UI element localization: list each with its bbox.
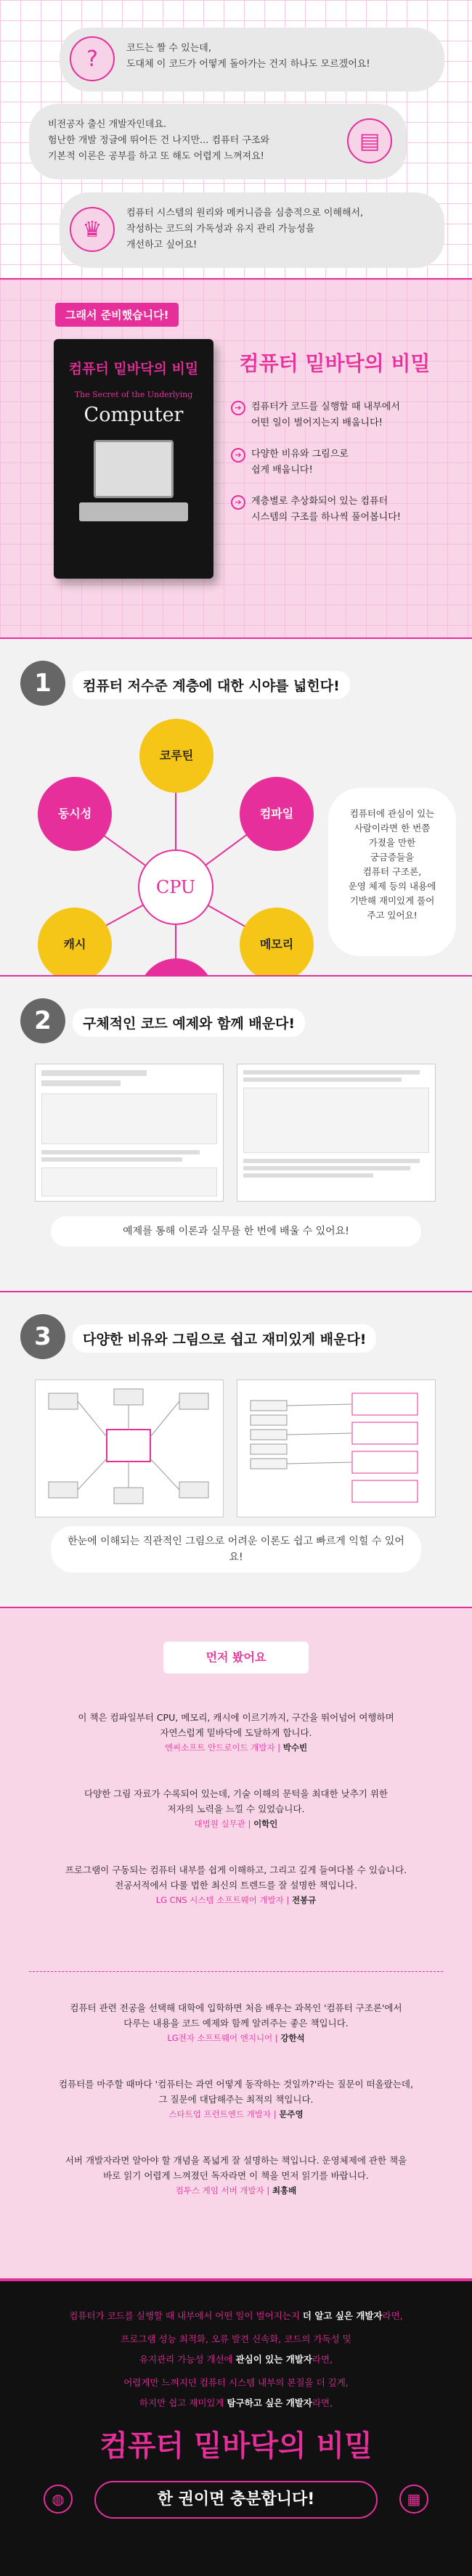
- concern-bubble-1: [60, 28, 444, 91]
- code-example-image-2: [237, 1064, 436, 1202]
- point-1-section: [0, 637, 472, 975]
- reading-person-icon: ▤: [347, 118, 392, 163]
- reviewer: 엔씨소프트 안드로이드 개발자 | 박수빈: [164, 1743, 308, 1753]
- reviewer-name: 문주영: [279, 2109, 304, 2119]
- point-1-bubble: 컴퓨터에 관심이 있는 사람이라면 한 번쯤 가졌을 만한 궁금증들을 컴퓨터 구조론, 운영 체제 등의 내용에 기반해 재미있게 풀어 주고 있어요!: [328, 788, 456, 956]
- review-item: [44, 2153, 428, 2198]
- computer-illustration: [94, 440, 174, 498]
- footer-pill: 한 권이면 충분합니다!: [94, 2481, 378, 2519]
- concern-text: 컴퓨터 시스템의 원리와 메커니즘을 심층적으로 이해해서, 작성하는 코드의 가독성과 유지 관리 가능성을 개선하고 싶어요!: [126, 208, 364, 250]
- reviewer-name: 박수빈: [282, 1743, 308, 1753]
- concern-text: 비전공자 출신 개발자인데요. 험난한 개발 정글에 뛰어든 건 나지만... 컴퓨터 구조와 기본적 이론은 공부를 하고 또 해도 어렵게 느껴져요!: [48, 119, 270, 162]
- concerns-section: [0, 0, 472, 280]
- diagram-image-1: [35, 1379, 224, 1517]
- review-item: [44, 1786, 428, 1832]
- review-item: [44, 2076, 428, 2122]
- reviewer-role: LG전자 소프트웨어 엔지니어: [167, 2033, 273, 2043]
- footer-book-title: 컴퓨터 밑바닥의 비밀: [99, 2429, 373, 2463]
- concern-bubble-3: [60, 192, 444, 268]
- footer-text: 어렵게만 느껴지던 컴퓨터 시스템 내부의 본질을 더 깊게,: [123, 2377, 349, 2388]
- point-3-section: [0, 1291, 472, 1607]
- footer-text: 하지만 쉽고 재미있게: [139, 2397, 227, 2408]
- cpu-diagram-illustration: [41, 1386, 216, 1509]
- footer-highlight: 더 알고 싶은 개발자: [302, 2310, 383, 2321]
- confused-person-icon: ?: [70, 36, 115, 81]
- chip-icon: ▦: [399, 2485, 428, 2514]
- point-title: 구체적인 코드 예제와 함께 배운다!: [73, 1008, 305, 1037]
- point-title: 컴퓨터 저수준 계층에 대한 시야를 넓힌다!: [73, 671, 350, 699]
- point-2-section: [0, 975, 472, 1291]
- footer-line: [22, 2373, 450, 2393]
- book-cover: [54, 339, 213, 579]
- footer-highlight: 관심이 있는 개발자: [235, 2354, 312, 2365]
- review-text: 다양한 그림 자료가 수록되어 있는데, 기술 이해의 문턱을 최대한 낮추기 위한 저자의 노력을 느낄 수 있었습니다.: [84, 1788, 388, 1814]
- reviewer: LG CNS 시스템 소프트웨어 개발자 | 전봉규: [155, 1895, 317, 1905]
- reviewer: 컴투스 게임 서버 개발자 | 최홍배: [175, 2185, 297, 2196]
- feature-text: 다양한 비유와 그림으로 쉽게 배웁니다!: [251, 449, 349, 476]
- point-3-bubble: 한눈에 이해되는 직관적인 그림으로 어려운 이론도 쉽고 빠르게 익힐 수 있어요!: [51, 1526, 421, 1573]
- arrow-right-icon: ➔: [231, 401, 245, 415]
- feature-item: [231, 494, 449, 526]
- memory-diagram-illustration: [243, 1386, 429, 1509]
- footer-text: 프로그램 성능 최적화, 오류 발견 신속화, 코드의 가독성 및: [121, 2334, 351, 2344]
- reviewer: 스타트업 프런트엔드 개발자 | 문주영: [168, 2109, 304, 2119]
- reviewer-role: 엔씨소프트 안드로이드 개발자: [164, 1743, 275, 1753]
- point-number: 3: [20, 1314, 65, 1359]
- book-title-en-small: The Secret of the Underlying: [74, 390, 193, 399]
- cpu-center-node: CPU: [138, 849, 213, 925]
- footer-text: 라면,: [312, 2397, 333, 2408]
- diagram-image-2: [237, 1379, 436, 1517]
- arrow-right-icon: ➔: [231, 448, 245, 462]
- footer-text: 라면,: [382, 2310, 403, 2321]
- reviewer: LG전자 소프트웨어 엔지니어 | 강한석: [167, 2033, 305, 2043]
- topic-node: 메모리: [240, 908, 314, 982]
- globe-icon: ◍: [44, 2485, 73, 2514]
- footer-highlight: 탐구하고 싶은 개발자: [227, 2397, 312, 2408]
- feature-item: [231, 447, 449, 478]
- footer-text: 유지관리 가능성 개선에: [139, 2354, 236, 2365]
- arrow-right-icon: ➔: [231, 495, 245, 510]
- review-item: [44, 1710, 428, 1756]
- reviewer-name: 이학인: [253, 1819, 278, 1829]
- trophy-icon: ♛: [70, 207, 115, 252]
- point-title: 다양한 비유와 그림으로 쉽고 재미있게 배운다!: [73, 1324, 376, 1353]
- keyboard-illustration: [79, 502, 188, 521]
- reviewer-role: LG CNS 시스템 소프트웨어 개발자: [155, 1895, 284, 1905]
- reviewer-name: 최홍배: [272, 2185, 297, 2196]
- book-title-en-main: Computer: [84, 404, 184, 426]
- intro-tag: 그래서 준비했습니다!: [55, 303, 179, 327]
- review-text: 컴퓨터를 마주할 때마다 '컴퓨터는 과연 어떻게 동작하는 것일까?'라는 질문이 떠올랐는데, 그 질문에 대답해주는 최적의 책입니다.: [59, 2079, 413, 2105]
- reviews-tag: 먼저 봤어요: [163, 1642, 309, 1674]
- review-text: 서버 개발자라면 알아야 할 개념을 폭넓게 잘 설명하는 책입니다. 운영체제에 관한 책을 바로 읽기 어렵게 느껴졌던 독자라면 이 책을 먼저 읽기를 바랍니다.: [65, 2155, 407, 2181]
- reviews-section: [0, 1607, 472, 2278]
- review-item: [44, 2000, 428, 2046]
- feature-item: [231, 399, 449, 431]
- review-text: 프로그램이 구동되는 컴퓨터 내부를 쉽게 이해하고, 그리고 깊게 들여다볼 수 있습니다. 전공서적에서 다룰 법한 최신의 트렌드를 잘 설명한 책입니다.: [65, 1864, 407, 1891]
- feature-text: 계층별로 추상화되어 있는 컴퓨터 시스템의 구조를 하나씩 풀어봅니다!: [251, 496, 401, 523]
- point-number: 2: [20, 998, 65, 1043]
- topic-node: 컴파일: [240, 777, 314, 851]
- reviewer-name: 강한석: [280, 2033, 305, 2043]
- reviewer-role: 스타트업 프런트엔드 개발자: [168, 2109, 272, 2119]
- review-text: 이 책은 컴파일부터 CPU, 메모리, 캐시에 이르기까지, 구간을 뛰어넘어 여행하며 자연스럽게 밑바닥에 도달하게 합니다.: [78, 1712, 394, 1738]
- point-number: 1: [20, 661, 65, 706]
- reviewer: 대법원 실무관 | 이학인: [194, 1819, 278, 1829]
- code-example-image-1: [35, 1064, 224, 1202]
- concern-text: 코드는 짤 수 있는데, 도대체 이 코드가 어떻게 돌아가는 건지 하나도 모르겠어요!: [126, 43, 370, 70]
- point-2-bubble: 예제를 통해 이론과 실무를 한 번에 배울 수 있어요!: [51, 1216, 421, 1247]
- review-item: [44, 1862, 428, 1908]
- reviews-divider: [29, 1971, 443, 1972]
- book-headline: 컴퓨터 밑바닥의 비밀: [239, 351, 431, 375]
- topic-node: 코루틴: [139, 719, 213, 793]
- footer-line: [22, 2349, 450, 2370]
- book-title-kr: 컴퓨터 밑바닥의 비밀: [68, 361, 199, 377]
- book-title-en: [65, 385, 202, 425]
- review-text: 컴퓨터 관련 전공을 선택해 대학에 입학하면 처음 배우는 과목인 '컴퓨터 구조론'에서 다루는 내용을 코드 예제와 함께 알려주는 좋은 책입니다.: [70, 2002, 402, 2029]
- footer-text: 컴퓨터가 코드를 실행할 때 내부에서 어떤 일이 벌어지는지: [69, 2310, 303, 2321]
- footer-line: [22, 2393, 450, 2413]
- topic-node: 캐시: [38, 908, 112, 982]
- topic-node: 동시성: [38, 777, 112, 851]
- footer-line: [22, 2306, 450, 2326]
- footer-text: 라면,: [312, 2354, 333, 2365]
- feature-text: 컴퓨터가 코드를 실행할 때 내부에서 어떤 일이 벌어지는지 배웁니다!: [251, 402, 400, 428]
- reviewer-name: 전봉규: [291, 1895, 317, 1905]
- footer-section: [0, 2278, 472, 2576]
- book-intro-section: [0, 280, 472, 637]
- footer-line: [22, 2329, 450, 2349]
- reviewer-role: 대법원 실무관: [194, 1819, 245, 1829]
- reviewer-role: 컴투스 게임 서버 개발자: [175, 2185, 264, 2196]
